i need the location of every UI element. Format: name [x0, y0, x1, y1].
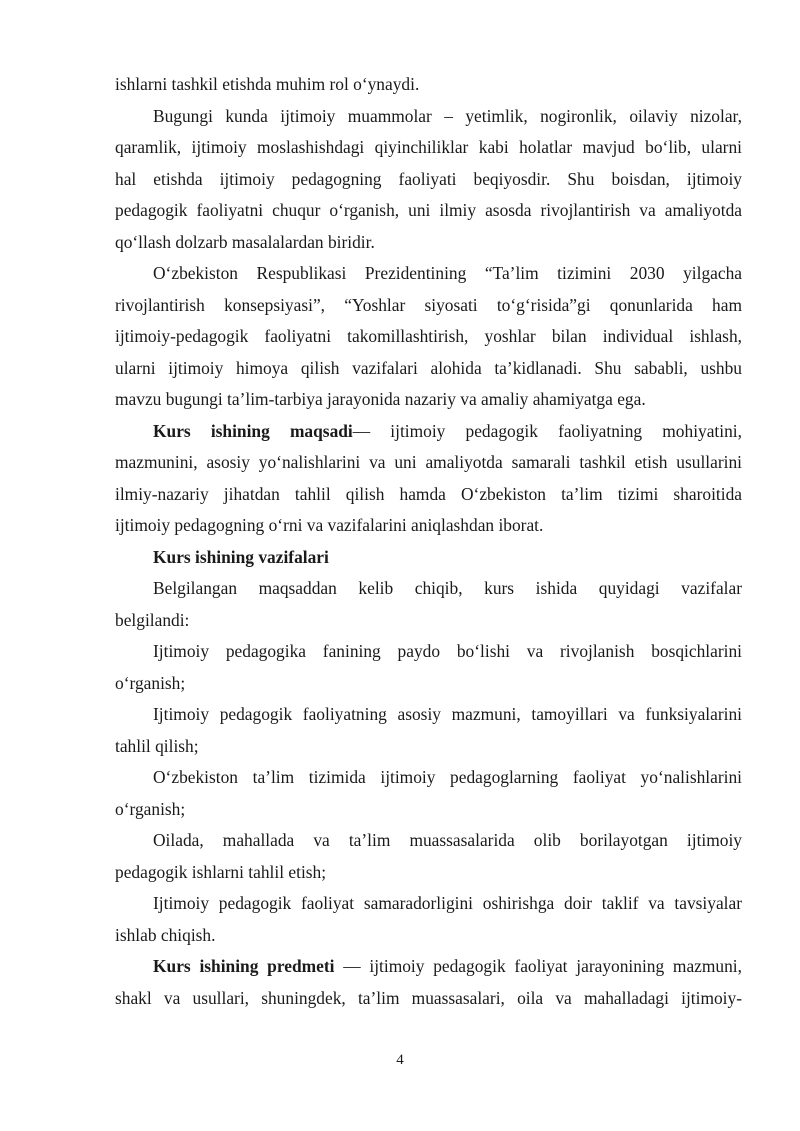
text-line: ishlab chiqish. — [115, 924, 216, 945]
subject-text: — ijtimoiy pedagogik faoliyat jarayonining mazmuni, — [334, 956, 742, 976]
purpose-text: — ijtimoiy pedagogik faoliyatning mohiyatini, — [352, 420, 742, 441]
text-line: mazmunini, asosiy yo‘nalishlarini va uni amaliyotda samarali tashkil etish usullarini — [115, 452, 742, 472]
text-line: pedagogik ishlarni tahlil etish; — [115, 861, 327, 882]
text-line: shakl va usullari, shuningdek, ta’lim muassasalari, oila va mahalladagi ijtimoiy- — [115, 987, 742, 1008]
text-line: O‘zbekiston ta’lim tizimida ijtimoiy pedagoglarning faoliyat yo‘nalishlarini — [153, 767, 742, 787]
text-line: rivojlantirish konsepsiyasi”, “Yoshlar siyosati to‘g‘risida”gi qonunlarida ham — [115, 294, 742, 315]
text-line: Oilada, mahallada va ta’lim muassasalarida olib borilayotgan ijtimoiy — [153, 830, 742, 850]
text-line: Belgilangan maqsaddan kelib chiqib, kurs ishida quyidagi vazifalar — [153, 578, 742, 598]
tasks-heading: Kurs ishining vazifalari — [153, 546, 329, 567]
subject-heading: Kurs ishining predmeti — [153, 956, 335, 976]
document-body — [115, 69, 742, 1014]
text-line: tahlil qilish; — [115, 735, 199, 756]
text-line: Ijtimoiy pedagogik faoliyatning asosiy mazmuni, tamoyillari va funksiyalarini — [153, 704, 742, 724]
purpose-heading: Kurs ishining maqsadi — [153, 420, 353, 441]
text-line: ishlarni tashkil etishda muhim rol o‘ynaydi. — [115, 74, 420, 94]
text-line: Ijtimoiy pedagogika fanining paydo bo‘lishi va rivojlanish bosqichlarini — [153, 641, 742, 661]
text-line: Bugungi kunda ijtimoiy muammolar – yetimlik, nogironlik, oilaviy nizolar, — [153, 105, 742, 126]
text-line: ilmiy-nazariy jihatdan tahlil qilish hamda O‘zbekiston ta’lim tizimi sharoitida — [115, 483, 742, 504]
text-line: Ijtimoiy pedagogik faoliyat samaradorligini oshirishga doir taklif va tavsiyalar — [153, 893, 742, 913]
text-line: O‘zbekiston Respublikasi Prezidentining “Ta’lim tizimini 2030 yilgacha — [153, 263, 742, 283]
text-line: belgilandi: — [115, 609, 190, 630]
text-line: hal etishda ijtimoiy pedagogning faoliyati beqiyosdir. Shu boisdan, ijtimoiy — [115, 168, 742, 189]
text-line — [115, 951, 742, 983]
text-line: qo‘llash dolzarb masalalardan biridir. — [115, 231, 375, 252]
text-line: o‘rganish; — [115, 672, 186, 693]
text-line: ijtimoiy pedagogning o‘rni va vazifalarini aniqlashdan iborat. — [115, 515, 544, 535]
text-line: ularni ijtimoiy himoya qilish vazifalari alohida ta’kidlanadi. Shu sababli, ushbu — [115, 357, 742, 378]
text-line: mavzu bugungi ta’lim-tarbiya jarayonida nazariy va amaliy ahamiyatga ega. — [115, 389, 646, 409]
text-line: ijtimoiy-pedagogik faoliyatni takomillashtirish, yoshlar bilan individual ishlash, — [115, 326, 742, 346]
text-line — [115, 416, 742, 448]
text-line — [115, 542, 742, 574]
text-line: qaramlik, ijtimoiy moslashishdagi qiyinchiliklar kabi holatlar mavjud bo‘lib, ularni — [115, 137, 742, 157]
text-line: pedagogik faoliyatni chuqur o‘rganish, uni ilmiy asosda rivojlantirish va amaliyotda — [115, 200, 742, 220]
page-number: 4 — [396, 1052, 404, 1068]
text-line: o‘rganish; — [115, 798, 186, 819]
